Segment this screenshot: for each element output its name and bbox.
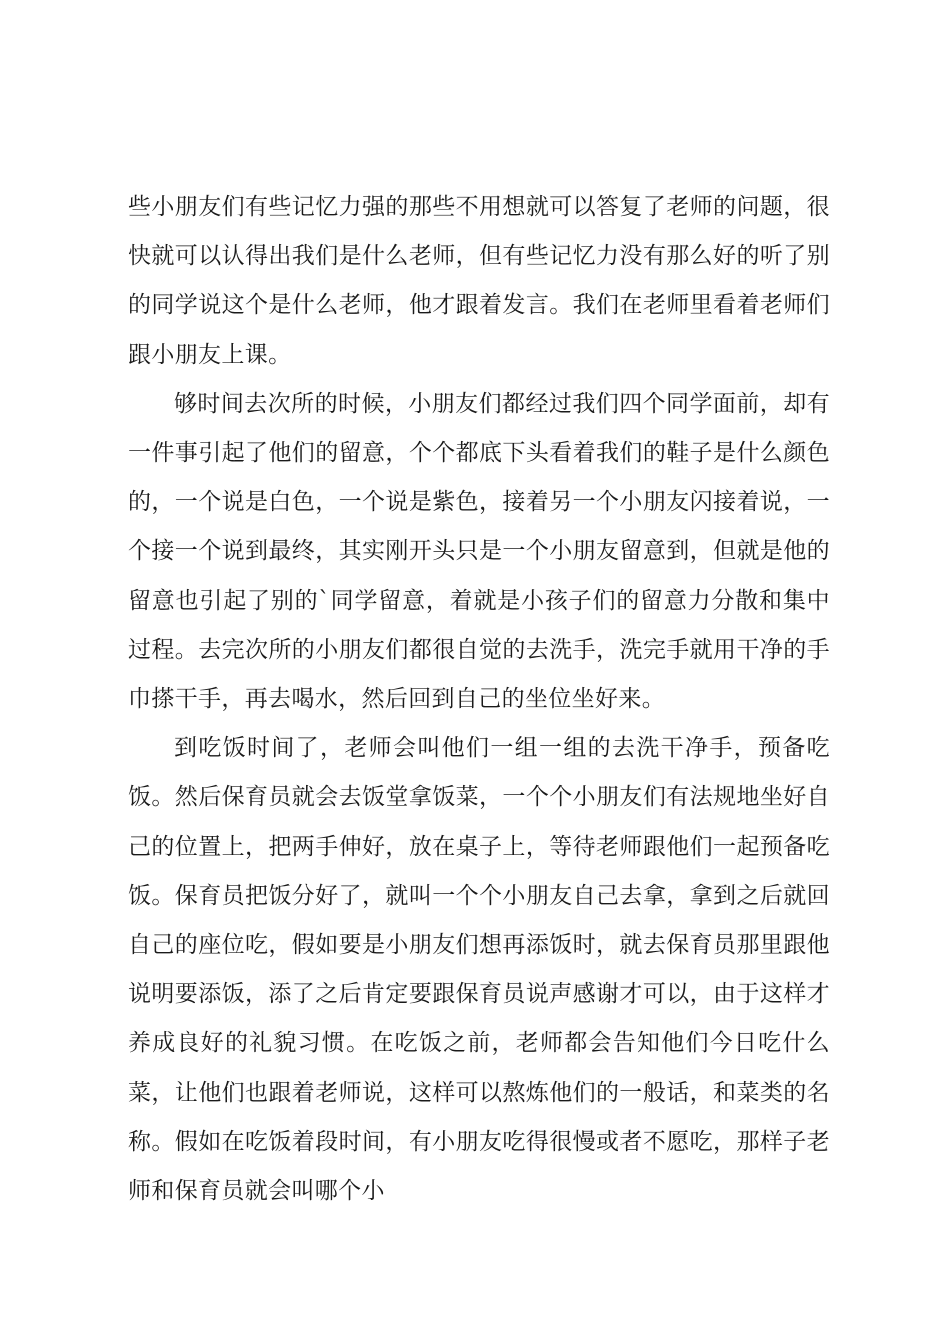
paragraph-3: 到吃饭时间了，老师会叫他们一组一组的去洗干净手，预备吃饭。然后保育员就会去饭堂拿饭菜，一个个小朋友们有法规地坐好自己的位置上，把两手伸好，放在桌子上，等待老师跟他们一起预备吃饭。保育员把饭分好了，就叫一个个小朋友自己去拿，拿到之后就回自己的座位吃，假如要是小朋友们想再添饭时，就去保育员那里跟他说明要添饭，添了之后肯定要跟保育员说声感谢才可以，由于这样才养成良好的礼貌习惯。在吃饭之前，老师都会告知他们今日吃什么菜，让他们也跟着老师说，这样可以熬炼他们的一般话，和菜类的名称。假如在吃饭着段时间，有小朋友吃得很慢或者不愿吃，那样子老师和保育员就会叫哪个小 (128, 735, 830, 1205)
paragraph-1: 些小朋友们有些记忆力强的那些不用想就可以答复了老师的问题，很快就可以认得出我们是什么老师，但有些记忆力没有那么好的听了别的同学说这个是什么老师，他才跟着发言。我们在老师里看着老师们跟小朋友上课。 (128, 194, 830, 368)
document-body (128, 183, 830, 1216)
paragraph-2: 够时间去次所的时候，小朋友们都经过我们四个同学面前，却有一件事引起了他们的留意，个个都底下头看着我们的鞋子是什么颜色的，一个说是白色，一个说是紫色，接着另一个小朋友闪接着说，一个接一个说到最终，其实刚开头只是一个小朋友留意到，但就是他的留意也引起了别的`同学留意，着就是小孩子们的留意力分散和集中过程。去完次所的小朋友们都很自觉的去洗手，洗完手就用干净的手巾搽干手，再去喝水，然后回到自己的坐位坐好来。 (128, 390, 830, 713)
